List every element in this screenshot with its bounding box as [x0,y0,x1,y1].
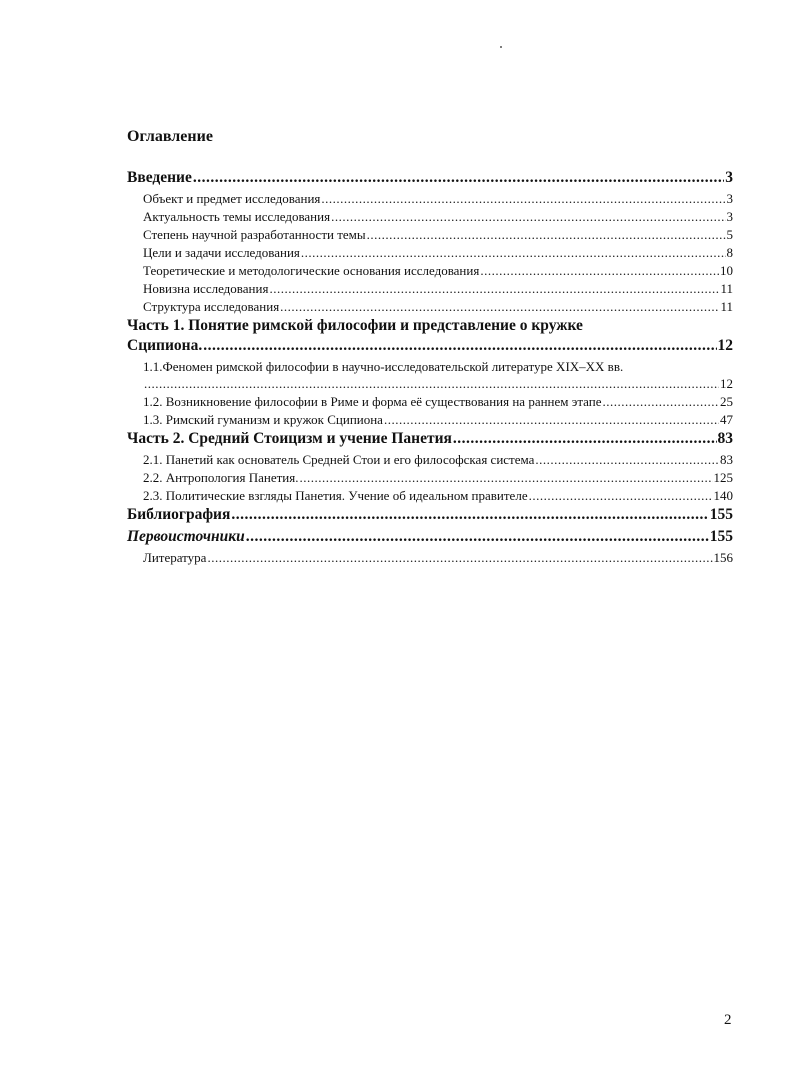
toc-entry-page: 11 [720,299,733,314]
toc-entry[interactable] [127,452,733,470]
toc-entry-label: Объект и предмет исследования [143,191,321,206]
toc-entry-label: Часть 2. Средний Стоицизм и учение Панетия [127,430,452,447]
toc-leader-dots [203,337,716,355]
toc-leader-dots [535,452,719,468]
toc-entry[interactable] [127,412,733,430]
toc-entry-label: Сципиона. [127,337,203,354]
toc-entry-intro[interactable] [127,169,733,191]
toc-leader-dots [480,263,719,279]
toc-entry-page: 10 [720,263,733,278]
toc-leader-dots [453,430,717,448]
toc-entry-page: 12 [717,337,733,354]
toc-entry[interactable] [127,227,733,245]
toc-entry-page: 156 [713,550,733,565]
toc-leader-dots [231,506,708,524]
toc-entry[interactable] [127,299,733,317]
toc-entry-page: 3 [725,169,733,186]
toc-entry-literature[interactable] [127,550,733,568]
toc-leader-dots [301,245,726,261]
toc-leader-dots [321,191,725,207]
toc-entry-page: 155 [709,506,733,523]
toc-entry[interactable] [127,488,733,506]
toc-entry-label: 1.3. Римский гуманизм и кружок Сципиона [143,412,383,427]
toc-entry-label: Степень научной разработанности темы [143,227,366,242]
toc-leader-dots [384,412,719,428]
toc-entry-page: 25 [720,394,733,409]
toc-entry-label: Структура исследования [143,299,280,314]
toc-entry-label: Цели и задачи исследования [143,245,300,260]
toc-entry-page: 8 [726,245,733,260]
toc-entry-page: 11 [720,281,733,296]
toc-entry-part1[interactable] [127,337,733,359]
toc-entry-line1[interactable]: 1.1.Феномен римской философии в научно-исследовательской литературе XIX–XX вв. [143,359,624,374]
toc-leader-dots [193,169,724,187]
toc-entry[interactable] [127,263,733,281]
toc-entry[interactable] [127,191,733,209]
toc-entry[interactable] [127,245,733,263]
toc-entry[interactable] [127,281,733,299]
toc-entry-page: 47 [720,412,733,427]
toc-entry-label: 2.2. Антропология Панетия. [143,470,299,485]
toc-leader-dots [603,394,720,410]
toc-entry[interactable] [127,376,733,394]
toc-entry-label: Новизна исследования [143,281,269,296]
toc-entry-page: 83 [717,430,733,447]
toc-entry-sources[interactable] [127,528,733,550]
toc-entry-label: Библиография [127,506,231,523]
toc-entry-label: Первоисточники [127,528,245,545]
toc-entry-part1-line1[interactable]: Часть 1. Понятие римской философии и представление о кружке [127,317,583,334]
toc-leader-dots [280,299,719,315]
toc-entry[interactable] [127,470,733,488]
toc-entry-label: 2.3. Политические взгляды Панетия. Учение об идеальном правителе [143,488,528,503]
toc-entry-page: 5 [726,227,733,242]
table-of-contents [127,169,733,568]
toc-entry-part2[interactable] [127,430,733,452]
toc-entry[interactable] [127,209,733,227]
toc-entry-page: 3 [726,191,733,206]
toc-entry-page: 83 [720,452,733,467]
toc-leader-dots [529,488,713,504]
toc-entry-page: 12 [720,376,733,391]
toc-entry-label: Литература [143,550,207,565]
toc-entry[interactable] [127,394,733,412]
toc-entry-label: Введение [127,169,192,186]
toc-entry-bibliography[interactable] [127,506,733,528]
toc-entry-label: Актуальность темы исследования [143,209,331,224]
toc-leader-dots [144,376,719,392]
toc-leader-dots [246,528,709,546]
toc-entry-page: 3 [726,209,733,224]
page-title: Оглавление [127,128,213,145]
toc-leader-dots [269,281,719,297]
toc-entry-page: 125 [713,470,733,485]
toc-leader-dots [207,550,712,566]
page-number: 2 [724,1012,732,1028]
toc-leader-dots [367,227,726,243]
toc-entry-page: 140 [713,488,733,503]
toc-entry-label: 2.1. Панетий как основатель Средней Стои и его философская система [143,452,535,467]
toc-entry-page: 155 [709,528,733,545]
scan-speck [500,46,502,48]
toc-entry-label: Теоретические и методологические основания исследования [143,263,480,278]
toc-entry-label: 1.2. Возникновение философии в Риме и форма её существования на раннем этапе [143,394,602,409]
toc-leader-dots [299,470,712,486]
toc-leader-dots [331,209,725,225]
